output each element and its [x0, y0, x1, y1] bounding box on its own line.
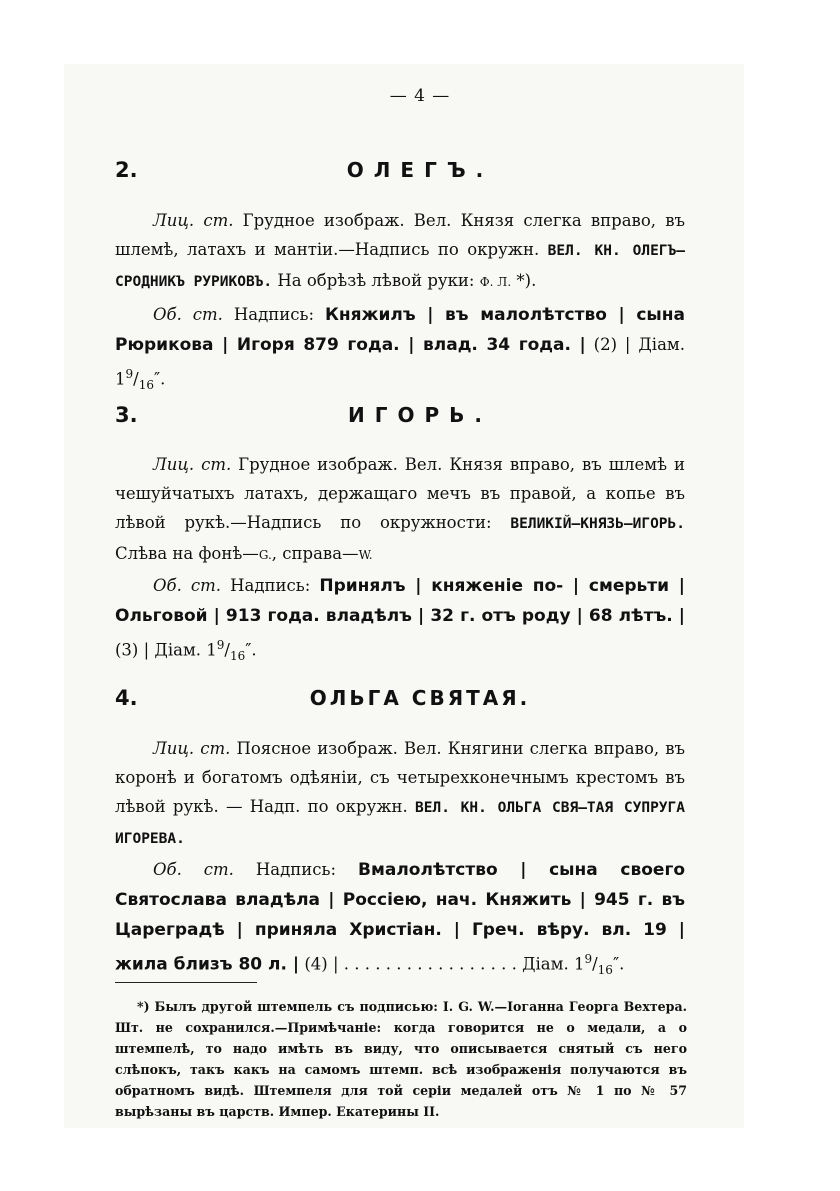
obverse-legend: ВЕЛ. КН. ОЛЕГЪ—СРОДНИКЪ РУРИКОВЪ. — [115, 243, 685, 290]
diameter-denominator: 16 — [229, 648, 246, 663]
page-number: — 4 — — [389, 86, 451, 106]
section-title: ОЛЕГЪ. — [346, 158, 494, 182]
section-number: 3. — [115, 403, 138, 427]
obverse-label: Лиц. ст. — [153, 455, 232, 474]
field-letter: G. — [258, 548, 272, 562]
engraver-initials: Ф. Л. — [479, 275, 512, 289]
reverse-text: (2) | Діам. — [585, 335, 686, 354]
reverse-description: Об. ст. Надпись: Княжилъ | въ малолѣтство | сына Рюрикова | Игоря 879 года. | влад. 34 года. | (2) | Діам. $1^9/_{16}''$. — [115, 305, 686, 392]
diameter-numerator: 9 — [584, 952, 593, 966]
diameter-whole: 1 — [573, 954, 585, 974]
diameter-whole: 1 — [206, 640, 217, 660]
diameter-unit: ″. — [245, 640, 257, 660]
reverse-text: Надпись: — [222, 305, 325, 324]
section-title: ОЛЬГА СВЯТАЯ. — [309, 686, 531, 710]
reverse-text: (3) | Діам. — [115, 640, 207, 660]
obverse-text: Грудное изображ. Вел. Князя вправо, въ шлемѣ и чешуйчатыхъ латахъ, держащаго мечъ въ правой, а копье въ лѣвой рукѣ.—Надпись по окружности: — [115, 455, 685, 532]
obverse-label: Лиц. ст. — [153, 739, 231, 758]
reverse-label: Об. ст. — [153, 860, 234, 879]
field-letter: W. — [358, 548, 373, 562]
footnote-rule — [115, 982, 257, 983]
footnote-text: *) Былъ другой штемпель съ подписью: I. G. W.—Іоганна Георга Вехтера. Шт. не сохранился.—Примѣчаніе: когда говорится не о медали, а о штемпелѣ, то надо имѣть въ виду, что описывается снятый съ него слѣпокъ, такъ какъ на самомъ штемп. всѣ изображенія получаются въ обратномъ видѣ. Штемпеля для той серіи медалей отъ № 1 по № 57 вырѣзаны въ царств. Импер. Екатерины II. — [115, 999, 687, 1119]
section-number: 4. — [115, 686, 138, 710]
reverse-inscription: Вмалолѣтство | сына своего Святослава владѣла | Россіею, нач. Княжить | 945 г. въ Цареградѣ | приняла Христіан. | Греч. вѣру. вл. 19 | жила близъ 80 л. | — [115, 860, 686, 975]
diameter-numerator: 9 — [216, 638, 225, 652]
obverse-legend: ВЕЛ. КН. ОЛЬГА СВЯ—ТАЯ СУПРУГА ИГОРЕВА. — [115, 800, 685, 847]
reverse-text: Надпись: — [221, 576, 320, 595]
obverse-label: Лиц. ст. — [153, 211, 234, 230]
obverse-text: Поясное изображ. Вел. Княгини слегка вправо, въ коронѣ и богатомъ одѣяніи, съ четырехконечнымъ крестомъ въ лѣвой рукѣ. — Надп. по окружн. — [115, 739, 685, 816]
diameter-numerator: 9 — [125, 367, 134, 381]
obverse-text: Грудное изображ. Вел. Князя слегка вправо, въ шлемѣ, латахъ и мантіи.—Надпись по окружн. — [115, 211, 685, 259]
obverse-description — [115, 450, 685, 570]
diameter-unit: ″. — [612, 954, 625, 974]
obverse-text: На обрѣзѣ лѣвой руки: — [272, 271, 480, 290]
section-title: ИГОРЬ. — [348, 403, 492, 427]
reverse-text: Надпись: — [233, 860, 359, 879]
reverse-inscription: Принялъ | княженіе по- | смерьти | Ольговой | 913 года. владѣлъ | 32 г. отъ роду | 68 лѣтъ. | — [115, 576, 685, 626]
reverse-label: Об. ст. — [153, 305, 223, 324]
obverse-text: , справа— — [271, 544, 359, 563]
reverse-label: Об. ст. — [153, 576, 222, 595]
section-number: 2. — [115, 158, 138, 182]
obverse-text: Слѣва на фонѣ— — [115, 544, 259, 563]
diameter-unit: ″. — [153, 369, 166, 389]
reverse-description: Об. ст. Надпись: Вмалолѣтство | сына своего Святослава владѣла | Россіею, нач. Княжить | 945 г. въ Цареградѣ | приняла Христіан. | Греч. вѣру. вл. 19 | жила близъ 80 л. | (4) | . . . . . . . . . . . . . . . . . Діам. $1^9/_{16}''$. — [115, 860, 686, 977]
obverse-description — [115, 206, 685, 297]
footnote — [115, 996, 687, 1122]
obverse-legend: ВЕЛИКІЙ—КНЯЗЬ—ИГОРЬ. — [510, 516, 685, 532]
diameter-whole: 1 — [115, 369, 126, 389]
footnote-marker: *). — [511, 271, 537, 290]
reverse-description: Об. ст. Надпись: Принялъ | княженіе по- | смерьти | Ольговой | 913 года. владѣлъ | 32 г. отъ роду | 68 лѣтъ. | (3) | Діам. $1^9/_{16}''$. — [115, 576, 685, 663]
diameter-denominator: 16 — [597, 962, 613, 977]
reverse-inscription: Княжилъ | въ малолѣтство | сына Рюрикова | Игоря 879 года. | влад. 34 года. | — [115, 305, 685, 355]
reverse-text: (4) | . . . . . . . . . . . . . . . . . Діам. — [299, 954, 574, 974]
obverse-description — [115, 734, 685, 854]
diameter-denominator: 16 — [138, 377, 154, 392]
